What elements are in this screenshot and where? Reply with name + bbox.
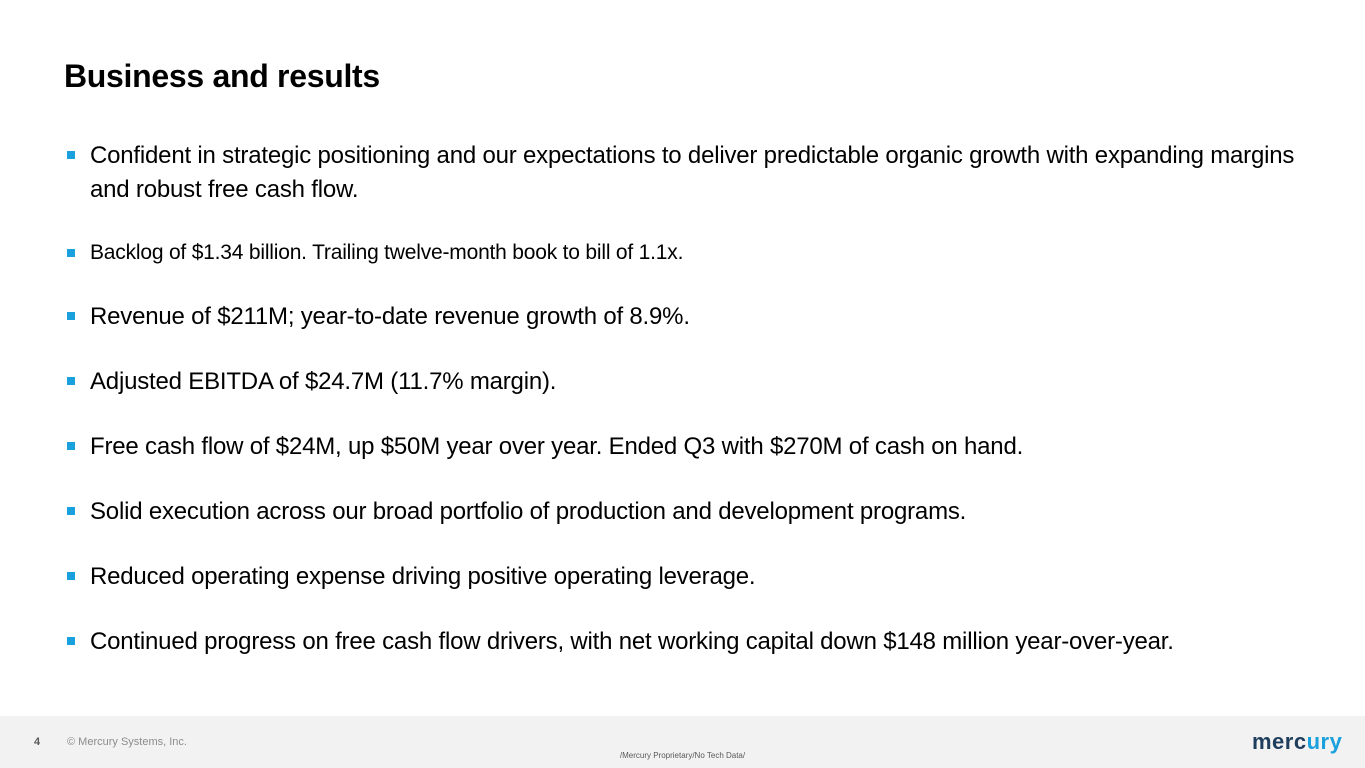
bullet-text: Adjusted EBITDA of $24.7M (11.7% margin). <box>90 368 557 395</box>
slide-footer <box>0 716 1365 768</box>
bullet-text: Confident in strategic positioning and our expectations to deliver predictable organic growth with expanding margins and robust free cash flow. <box>90 142 1295 203</box>
bullet-item <box>64 300 1300 334</box>
bullet-square-icon <box>67 151 75 159</box>
logo-text-dark: merc <box>1252 729 1307 754</box>
mercury-logo <box>1252 729 1342 755</box>
slide-title: Business and results <box>64 58 380 94</box>
bullet-square-icon <box>67 442 75 450</box>
logo-text-accent: ury <box>1306 729 1343 754</box>
bullet-text: Free cash flow of $24M, up $50M year over year. Ended Q3 with $270M of cash on hand. <box>90 433 1024 460</box>
bullet-item <box>64 365 1300 399</box>
bullet-square-icon <box>67 572 75 580</box>
bullet-text: Reduced operating expense driving positive operating leverage. <box>90 563 756 590</box>
classification-label: /Mercury Proprietary/No Tech Data/ <box>619 751 746 760</box>
bullet-item <box>64 139 1300 207</box>
bullet-item <box>64 625 1300 659</box>
bullet-text: Solid execution across our broad portfolio of production and development programs. <box>90 498 967 525</box>
bullet-square-icon <box>67 249 75 257</box>
bullet-item <box>64 560 1300 594</box>
bullet-square-icon <box>67 507 75 515</box>
bullet-item <box>64 430 1300 464</box>
bullet-square-icon <box>67 637 75 645</box>
copyright-notice: © Mercury Systems, Inc. <box>67 736 187 748</box>
page-number: 4 <box>34 736 41 748</box>
bullet-item <box>64 495 1300 529</box>
bullet-square-icon <box>67 312 75 320</box>
bullet-item <box>64 238 1300 268</box>
bullet-text: Backlog of $1.34 billion. Trailing twelve-month book to bill of 1.1x. <box>90 241 684 264</box>
bullet-text: Continued progress on free cash flow drivers, with net working capital down $148 million year-over-year. <box>90 628 1174 655</box>
bullet-square-icon <box>67 377 75 385</box>
bullet-text: Revenue of $211M; year-to-date revenue growth of 8.9%. <box>90 303 690 330</box>
